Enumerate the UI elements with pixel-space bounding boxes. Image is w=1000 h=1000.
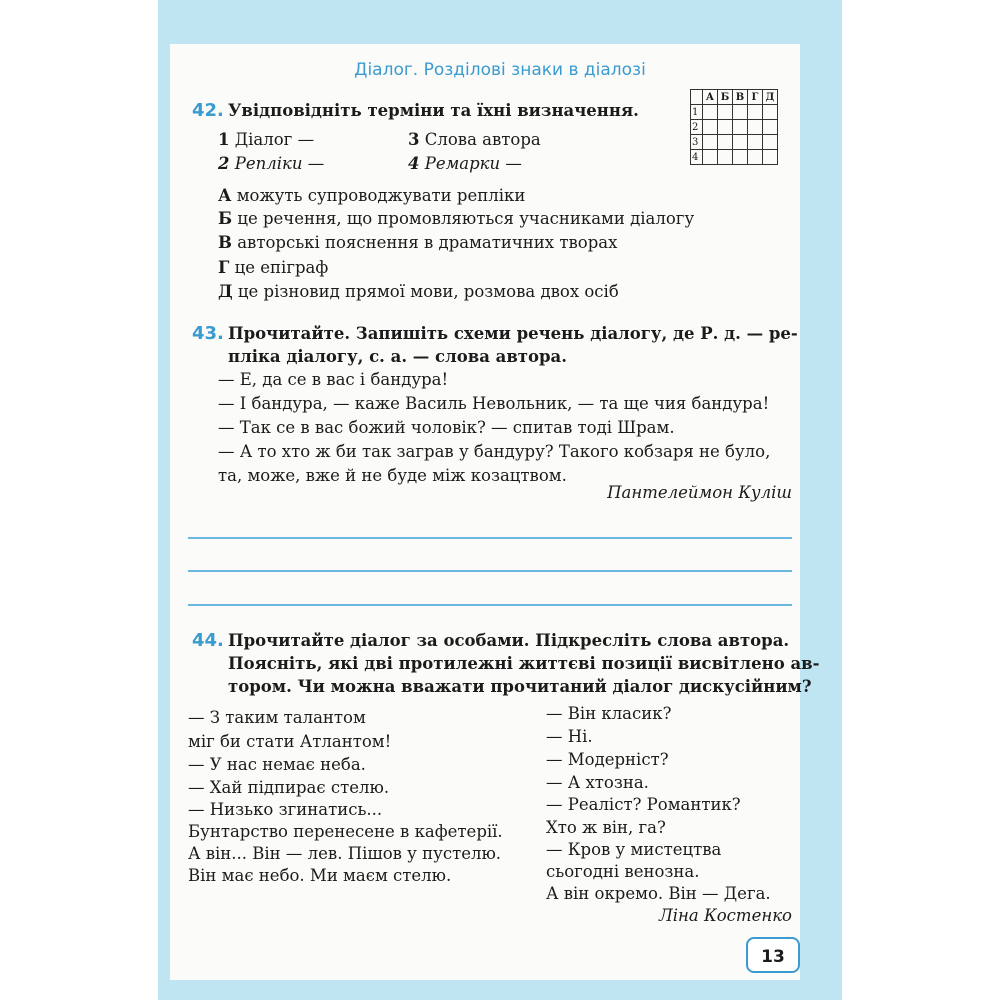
definition-a-text: можуть супроводжувати репліки: [236, 186, 526, 205]
task-43-title-line-2: пліка діалогу, с. а. — слова автора.: [228, 347, 567, 366]
grid-cell[interactable]: [748, 120, 763, 135]
poem-right-line: сьогодні венозна.: [546, 862, 700, 881]
term-1: [218, 130, 314, 149]
task-43-number: 43.: [192, 323, 224, 344]
grid-cell[interactable]: [733, 105, 748, 120]
grid-cell[interactable]: [718, 105, 733, 120]
task-44-title-line-3: тором. Чи можна вважати прочитаний діалог дискусійним?: [228, 677, 812, 696]
answer-line-1[interactable]: [188, 537, 792, 539]
definition-d: [218, 282, 619, 301]
grid-cell[interactable]: [703, 120, 718, 135]
task-42-title: Увідповідніть терміни та їхні визначення.: [228, 101, 639, 120]
poem-left-line: Він має небо. Ми маєм стелю.: [188, 866, 452, 885]
task-43-title-line-1: Прочитайте. Запишіть схеми речень діалогу, де Р. д. — ре-: [228, 324, 798, 343]
dialogue-line: та, може, вже й не буде між козацтвом.: [218, 466, 567, 485]
grid-row-header: 3: [691, 135, 703, 150]
term-3-text: Слова автора: [424, 130, 541, 149]
poem-right-line: — Ні.: [546, 727, 593, 746]
definition-v-text: авторські пояснення в драматичних творах: [237, 233, 618, 252]
poem-left-line: — З таким талантом: [188, 708, 366, 727]
grid-col-header: Г: [748, 90, 763, 105]
poem-right-line: — Модерніст?: [546, 750, 669, 769]
grid-col-header: В: [733, 90, 748, 105]
poem-left-line: — Низько згинатись...: [188, 800, 383, 819]
grid-cell[interactable]: [718, 150, 733, 165]
grid-cell[interactable]: [703, 105, 718, 120]
task-44-title-line-2: Поясніть, які дві протилежні життєві позиції висвітлено ав-: [228, 654, 820, 673]
definition-g-text: це епіграф: [234, 258, 329, 277]
grid-row-header: 2: [691, 120, 703, 135]
poem-left-line: — Хай підпирає стелю.: [188, 778, 390, 797]
term-3-number: 3: [408, 130, 420, 149]
grid-cell[interactable]: [733, 150, 748, 165]
term-3: [408, 130, 541, 149]
definition-d-text: це різновид прямої мови, розмова двох осіб: [237, 282, 619, 301]
grid-cell[interactable]: [718, 135, 733, 150]
dialogue-line: — Е, да се в вас і бандура!: [218, 370, 449, 389]
term-2-text: Репліки —: [234, 154, 325, 173]
definition-a: [218, 186, 525, 205]
definition-b-text: це речення, що промовляються учасниками діалогу: [237, 209, 695, 228]
grid-cell[interactable]: [703, 150, 718, 165]
answer-grid: [690, 89, 778, 165]
grid-cell[interactable]: [748, 105, 763, 120]
term-4: [408, 154, 522, 173]
definition-v: [218, 233, 617, 252]
grid-row-header: 1: [691, 105, 703, 120]
answer-line-3[interactable]: [188, 604, 792, 606]
poem-right-line: — А хтозна.: [546, 773, 649, 792]
task-43-author: Пантелеймон Куліш: [607, 483, 792, 502]
poem-left-line: — У нас немає неба.: [188, 755, 366, 774]
answer-line-2[interactable]: [188, 570, 792, 572]
definition-b-letter: Б: [218, 209, 233, 228]
poem-right-line: — Реаліст? Романтик?: [546, 795, 741, 814]
grid-cell[interactable]: [733, 135, 748, 150]
grid-col-header: Б: [718, 90, 733, 105]
grid-cell[interactable]: [763, 120, 778, 135]
grid-col-header: Д: [763, 90, 778, 105]
term-4-number: 4: [408, 154, 420, 173]
definition-g: [218, 258, 328, 277]
definition-a-letter: А: [218, 186, 232, 205]
poem-left-line: Бунтарство перенесене в кафетерії.: [188, 822, 503, 841]
term-2: [218, 154, 324, 173]
poem-left-line: міг би стати Атлантом!: [188, 732, 392, 751]
task-44-number: 44.: [192, 630, 224, 651]
task-44-title-line-1: Прочитайте діалог за особами. Підкресліть слова автора.: [228, 631, 790, 650]
term-1-number: 1: [218, 130, 230, 149]
term-4-text: Ремарки —: [424, 154, 522, 173]
poem-right-line: А він окремо. Він — Дега.: [546, 884, 771, 903]
grid-cell[interactable]: [763, 150, 778, 165]
definition-b: [218, 209, 694, 228]
grid-col-header: А: [703, 90, 718, 105]
section-title: Діалог. Розділові знаки в діалозі: [354, 60, 646, 80]
poem-right-line: — Він класик?: [546, 704, 672, 723]
dialogue-line: — І бандура, — каже Василь Невольник, — та ще чия бандура!: [218, 394, 770, 413]
definition-d-letter: Д: [218, 282, 233, 301]
grid-cell[interactable]: [703, 135, 718, 150]
dialogue-line: — А то хто ж би так заграв у бандуру? Такого кобзаря не було,: [218, 442, 771, 461]
poem-right-line: — Кров у мистецтва: [546, 840, 722, 859]
poem-right-line: Хто ж він, га?: [546, 818, 666, 837]
poem-left-line: А він... Він — лев. Пішов у пустелю.: [188, 844, 502, 863]
grid-cell[interactable]: [763, 135, 778, 150]
task-44-author: Ліна Костенко: [658, 906, 792, 925]
term-2-number: 2: [218, 154, 230, 173]
grid-row-header: 4: [691, 150, 703, 165]
page-number: 13: [746, 937, 800, 973]
definition-v-letter: В: [218, 233, 232, 252]
grid-cell[interactable]: [733, 120, 748, 135]
dialogue-line: — Так се в вас божий чоловік? — спитав тоді Шрам.: [218, 418, 675, 437]
task-42-number: 42.: [192, 100, 224, 121]
grid-cell[interactable]: [748, 135, 763, 150]
grid-cell[interactable]: [763, 105, 778, 120]
grid-cell[interactable]: [748, 150, 763, 165]
term-1-text: Діалог —: [234, 130, 315, 149]
grid-cell[interactable]: [718, 120, 733, 135]
definition-g-letter: Г: [218, 258, 230, 277]
